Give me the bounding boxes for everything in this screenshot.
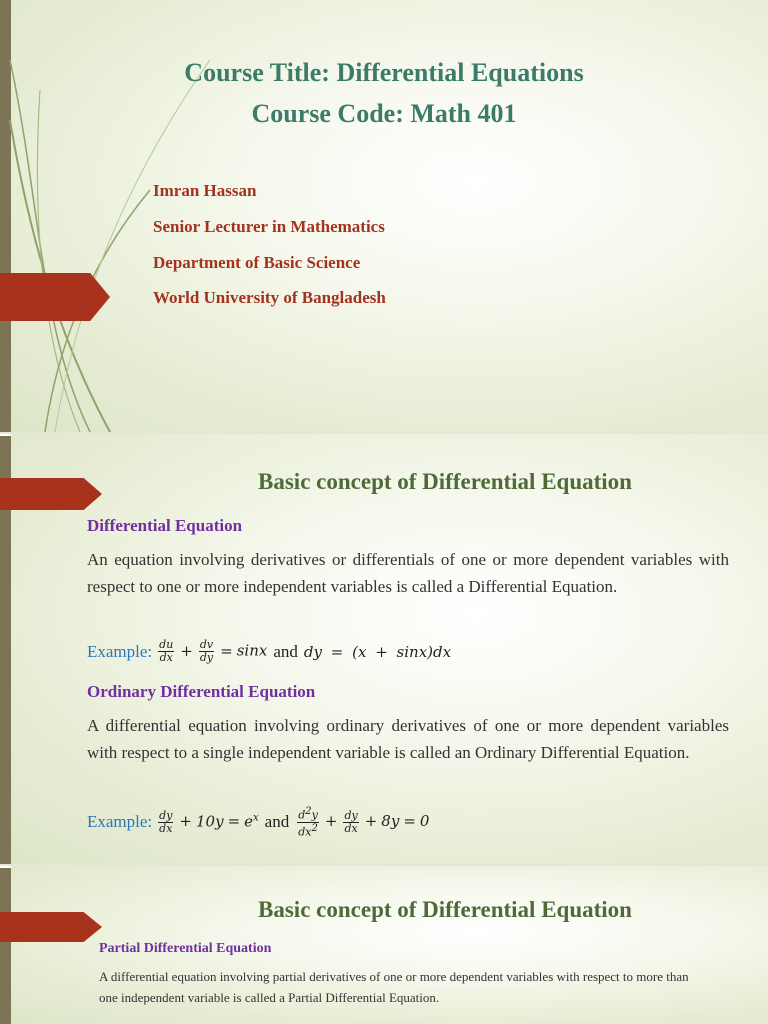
course-title: Course Title: Differential Equations xyxy=(184,58,584,87)
section-title-ordinary-differential-equation: Ordinary Differential Equation xyxy=(87,682,316,701)
slide-edge-mark xyxy=(0,434,11,436)
concept-slide-2 xyxy=(0,866,768,1024)
definition-ordinary-differential-equation: A differential equation involving ordinary derivatives of one or more dependent variables with respect to a single independent variable is called an Ordinary Differential Equation. xyxy=(87,716,729,762)
connector-word: and xyxy=(273,641,298,661)
slide-heading: Basic concept of Differential Equation xyxy=(258,469,632,494)
concept-slide-1 xyxy=(0,434,768,864)
author-name: Imran Hassan xyxy=(153,181,257,200)
slide-edge-mark xyxy=(0,866,11,868)
equation-1: $\frac{du}{dx}$ + $\frac{dv}{dy}$ = sinx xyxy=(159,638,268,664)
example-ordinary-differential-equation xyxy=(87,806,429,838)
example-differential-equation xyxy=(87,639,451,664)
definition-partial-differential-equation: A differential equation involving partial derivatives of one or more dependent variables with respect to more than one independent variable is called a Partial Differential Equation. xyxy=(99,969,689,1005)
equation-3: $\frac{dy}{dx}$ + $10y = e^x$ xyxy=(159,808,259,835)
author-position: Senior Lecturer in Mathematics xyxy=(153,217,385,236)
section-title-partial-differential-equation: Partial Differential Equation xyxy=(99,941,272,956)
section-title-differential-equation: Differential Equation xyxy=(87,516,243,535)
definition-differential-equation: An equation involving derivatives or differentials of one or more dependent variables with respect to one or more independent variables is called a Differential Equation. xyxy=(87,550,729,596)
author-university: World University of Bangladesh xyxy=(153,288,386,307)
example-label: Example: xyxy=(87,812,153,832)
course-code: Course Code: Math 401 xyxy=(251,99,517,128)
title-slide xyxy=(0,0,768,432)
equation-4: $\frac{d^2y}{dx^2}$ + $\frac{dy}{dx}$ + 8y = 0 xyxy=(298,806,430,839)
slide-heading: Basic concept of Differential Equation xyxy=(258,897,632,922)
red-arrow-tab xyxy=(0,273,110,321)
equation-2: dy = (x + sinx)dx xyxy=(303,642,452,661)
connector-word: and xyxy=(264,812,290,832)
author-department: Department of Basic Science xyxy=(153,253,361,272)
slide-edge-bar xyxy=(0,866,11,1024)
example-label: Example: xyxy=(87,641,153,661)
